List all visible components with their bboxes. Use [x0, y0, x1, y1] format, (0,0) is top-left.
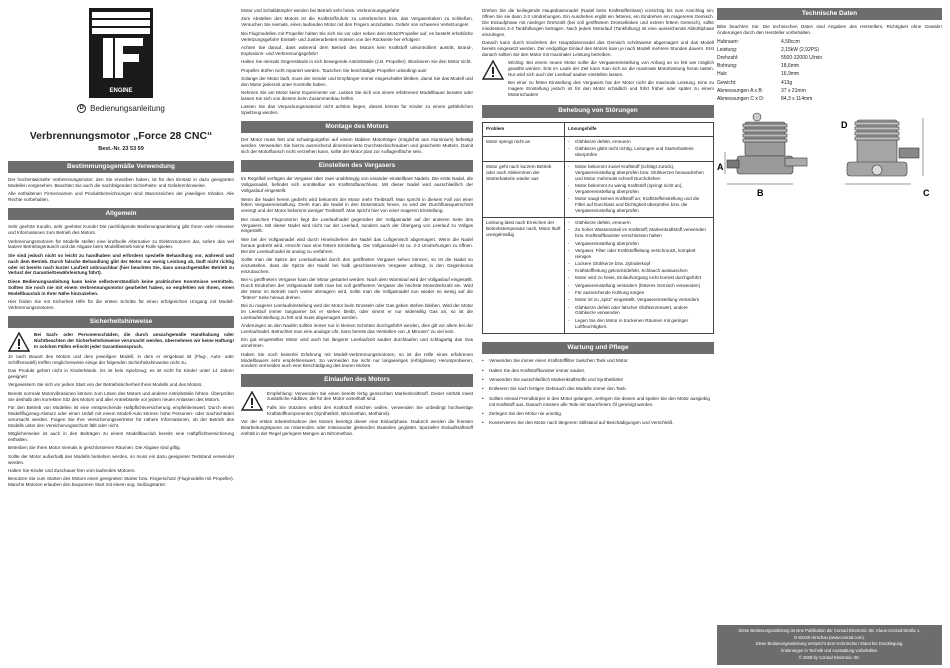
care-list [482, 358, 714, 426]
dim-label-c: C [923, 188, 930, 199]
safety-cont-para: Halten Sie niemals Gegenstände in sich bewegende Antriebsteile (z.B. Propeller). Blockieren Sie den Motor nicht. [241, 59, 472, 65]
tech-row [717, 96, 942, 102]
solution-cell [565, 161, 714, 217]
break-in-cont-para: Danach kann durch Eindrehen der Hauptdüsennadel das Gemisch schrittweise abgemagert und das Modell bereits eingesetzt werden. Der endgültige Einlauf des Motors kann je nach Modell mehrere Stunden dauern. Erst danach sollten Sie den Motor mit maximaler Leistung betreiben. [482, 39, 714, 57]
general-tail: Hier finden Sie mit Sicherheit Hilfe für die ersten Schritte für einen erfolgreichen Umgang mit Modell-Verbrennungsmotoren. [8, 298, 234, 310]
safety-warning-text: Bei Sach- oder Personenschäden, die durch unsachgemäße Handhabung oder Nichtbeachten der Sicherheitshinweise verursacht werden, übernehmen wir keine Haftung! In solchen Fällen erlischt jeder Garantieanspruch. [34, 332, 234, 349]
warning-triangle-icon [482, 60, 504, 100]
general-bold-para: Diese Bedienungsanleitung kann keine selbstverständlich keine praktischen Kenntnisse vermitteln. Sollten Sie noch nie mit einem Verbrennungsmotor gearbeitet haben, so empfehlen wir Ihnen, einen Modellbauclub in Ihrer Nähe hinzuziehen. [8, 278, 234, 296]
list-item: • Verwenden Sie immer einen Kraftstofffilter zwischen Tank und Motor. [482, 358, 714, 364]
break-in-warn-text: Falls Sie trotzdem selbst den Kraftstoff mischen wollen, verwenden Sie unbedingt hochwertige Kraftstoffkomponenten (Synthetiköl, Nitromethan, Methanol). [267, 404, 473, 416]
tech-value: 16,9mm [781, 71, 800, 78]
tech-row [717, 63, 942, 69]
safety-para: Das Produkt gehört nicht in Kinderhände. Es ist kein Spielzeug; es ist nicht für Kinder unter 14 Jahren geeignet! [8, 368, 234, 380]
problem-cell: Leistung lässt nach Erreichen der Betriebstemperatur nach, Motor läuft unregelmäßig [483, 218, 565, 334]
warning-triangle-icon [8, 332, 30, 354]
safety-para: Möglicherweise ist auch in den Beiträgen zu einem Modellbauclub bereits eine Haftpflichtversicherung enthalten. [8, 431, 234, 442]
manual-label-line [8, 104, 234, 114]
break-in-para: Vor der ersten Inbetriebnahme des Motors benötigt dieser eine Einlaufphase. Dadurch werden die feinsten Bearbeitungsspuren an rotierenden oder miteinander gleitenden Bauteilen geglättet. Spezieller Einlaufkraftstoff enthält in der Regel geringere Mengen an Nitromethan. [241, 419, 473, 436]
solution-item: - Glühkerze defekt oder falscher Glühkerzenwert, andere Glühkerze verwenden [568, 305, 710, 317]
solution-item: - Kraftstoffleitung geknickt/defekt, Schlauch austauschen [568, 268, 710, 274]
list-item: • Konservieren Sie den Motor nach längerem Stillstand auf Beschädigungen und Verschleiß. [482, 420, 714, 426]
solution-item: - Für ausreichende Kühlung sorgen [568, 290, 710, 296]
order-number: Best.-Nr. 23 53 59 [98, 145, 144, 152]
mounting-para: Der Motor muss fest und schwingungsfrei auf einem stabilen Motorträger (möglichst aus Aluminium) befestigt werden. Verwenden Sie hierzu ausreichend dimensionierte Durchsteckschrauben und gesicherte Muttern. Damit sich der Motorflansch nicht verziehen kann, sollte der Motor plan zur Auflagenfläche sein. [241, 137, 473, 155]
list-item: • Entleeren Sie nach fertigen Gebrauch des Modells immer den Tank. [482, 386, 714, 392]
dim-label-d: D [841, 120, 848, 131]
tech-intro: Bitte beachten Sie: Die technischen Daten sind Angaben des Herstellers, Richtigkeit ohne Gewähr! Änderungen durch den Hersteller vorbehalten. [717, 24, 942, 36]
footer-line: Diese Bedienungsanleitung ist eine Publikation der Conrad Electronic SE, Klaus-Conrad-Straße 1, [738, 628, 921, 633]
carb-para: Bei zu magerer Leerlaufeinstellung wird der Motor beim Drosseln oder Gas geben stehen bleiben. Wird der Motor im Leerlauf immer langsamer bis er stehen bleibt, oder nimmt er nur widerwillig Gas an, so ist die Leerlaufeinstellung zu fett und muss abgemagert werden. [241, 303, 473, 320]
country-code: D [77, 104, 86, 113]
tech-row [717, 55, 942, 61]
heading-break-in: Einlaufen des Motors [241, 374, 473, 386]
safety-warning [8, 332, 234, 354]
carb-para: Haben Sie noch keinerlei Erfahrung mit Modell-Verbrennungsmotoren, so ist die Hilfe eines erfahrenen Modellbauers sehr empfehlenswert. So vermeiden Sie nicht nur langwieriges (erfolgloses) Herumprobieren, sondern vermeiden auch eine Beschädigung des teuren Motors. [241, 351, 473, 369]
page-title: Verbrennungsmotor „Force 28 CNC“ [29, 130, 213, 143]
solution-item: - Lockere Glühkerze bzw. Zylinderkopf [568, 261, 710, 267]
tech-value: 37 x 21mm [781, 87, 806, 94]
tech-key: Abmessungen A x B: [717, 87, 764, 94]
solution-item: - Motor bekommt zu wenig Kraftstoff (springt nicht an), Vergasereinstellung überprüfen [568, 183, 710, 195]
safety-cont-para: Motor und Schalldämpfer werden bei Betrieb sehr heiss. Verbrennungsgefahr! [241, 8, 400, 13]
tech-value: 2,15kW (2,92PS) [781, 46, 820, 53]
important-text: Bei einer zu fetten Einstellung des Vergasers hat der Motor nicht die maximale Leistung. Eine zu magere Einstellung jedoch ist für den Motor schädlich und führt früher oder später zu einem Motorschaden! [508, 80, 714, 97]
solution-item: - Motor wird zu heiss, Einlaufvorgang nicht korrekt durchgeführt [568, 275, 710, 281]
safety-para: Halten Sie Kinder und Zuschauer fern vom laufenden Motoren. [8, 467, 136, 473]
carb-para: Wenn die Nadel herein gedreht wird bekommt der Motor mehr Treibstoff. Man spricht in diesem Fall von einer fetten Vergasereinstellung. Dreht man die Nadel in den Düsenstock hinein, so wird der Durchflussquerschnitt verengt und der Motor bekommt weniger Treibstoff. Man spricht hier von einer mageren Einstellung. [241, 196, 473, 214]
tech-key: Abmessungen C x D: [717, 95, 765, 102]
carb-para: Änderungen an den Nadeln sollten immer nur in kleinen Schritten durchgeführt werden, dies gilt vor allem bei der Leerlaufnadel. Betrachtet man eine analoge Uhr, kann bereits das Verstellen von „5 Minuten“ zu viel sein. [241, 323, 473, 334]
manual-label: Bedienungsanleitung [90, 104, 165, 113]
solution-item: - Legen Sie den Motor in trockenen Räumen mit geringer Luftfeuchtigkeit. [568, 318, 710, 330]
heading-intended-use: Bestimmungsgemäße Verwendung [8, 161, 234, 173]
safety-para: Betreiben Sie Ihren Motor niemals in geschlossenen Räumen. Die Abgase sind giftig. [8, 445, 181, 451]
tech-key: Gewicht: [717, 79, 737, 86]
tech-value: 18,6mm [781, 63, 800, 70]
break-in-cont-para: Drehen Sie die beiliegende Hauptdüsennadel (Nadel beim Kraftstoffeinlass) vorsichtig bis zum Anschlag ein; öffnen Sie sie dann 2-3 Umdrehungen. Ein Ausdrehen ergibt ein fetteres, ein Eindrehen ein magereres Gemisch. Die Einlaufphase mit niedriger Drehzahl (bei voll geöffnetem Drosselküken und extrem fettem Gemisch), sollte mindestens 2-4 Tankfüllungen betragen. Nach jedem Motorlauf (Tankfüllung) ist eine ausreichende Abkühlphase einzulegen. [482, 8, 714, 37]
column-4 [717, 8, 942, 668]
safety-para: Sollte der Motor außerhalb des Modells betrieben werden, so muss ein dazu geeigneter Teststand verwendet werden. [8, 453, 234, 465]
heading-safety: Sicherheitshinweise [8, 316, 234, 328]
list-item: • Sollten einmal Fremdkörper in den Motor gelangen, zerlegen Sie diesen und spülen Sie den Motor ausgiebig mit Kraftstoff aus. Danach müssen alle Teile mit säurefreiem Öl gereinigt werden. [482, 396, 714, 408]
tech-value: 4,58ccm [781, 38, 800, 45]
logo-brand: ENGINE [109, 88, 133, 94]
tech-key: Bohrung: [717, 63, 738, 70]
solution-item: - Zu hoher Wasseranteil im Kraftstoff; Markenkraftstoff verwenden bzw. Kraftstoffkanister verschlossen halten [568, 227, 710, 239]
solution-item: - Glühkerze defekt, erneuern [568, 220, 710, 226]
solution-item: - Vergaser, Filter oder Kraftstoffleitung verschmutzt, komplett reinigen [568, 248, 710, 260]
heading-mounting: Montage des Motors [241, 121, 473, 133]
safety-cont-para: Propeller dürfen nicht repariert werden. Tauschen Sie beschädigte Propeller unbedingt aus! [241, 67, 427, 73]
carb-para: Bei manchen Flugmotoren liegt die Leerlaufnadel gegenüber der Vollgasnadel auf der anderen Seite des Vergasers. Mit dieser Nadel wird nicht nur der Leerlauf, sondern auch der Übergang von Leerlauf zu Vollgas eingestellt. [241, 216, 473, 234]
engine-side-view [727, 113, 807, 174]
table-row [483, 161, 714, 217]
safety-para: Bereits normale Motorvibrationen können zum Lösen des Motors und anderer Antriebsteile führen. Überprüfen Sie deshalb den korrekten Sitz des Motors und aller Antriebsteile vor jedem neuen Anlassen des Motors. [8, 390, 234, 402]
safety-cont-para: Solange der Motor läuft, muss der Sender und Empfänger immer eingeschaltet bleiben, damit Sie das Modell und den Motor jederzeit unter Kontrolle haben. [241, 75, 473, 87]
list-item: • Halten Sie den Kraftstoffkanister immer sauber. [482, 368, 714, 374]
table-row [483, 136, 714, 161]
solution-item: - Glühkerze defekt, erneuern [568, 139, 710, 145]
carb-para: Sollte man die Spitze der Leerlaufnadel durch den geöffneten Vergaser sehen können, so ist die Nadel so einzustellen, dass die Spitze der Nadel bei halb geschlossenem Vergaser anfängt, in den Gegenkonus einzutauchen. [241, 256, 473, 274]
column-2 [241, 8, 473, 439]
warning-triangle-icon [241, 391, 263, 420]
tech-value: 413g [781, 79, 793, 86]
solution-item: - Motor bekommt zuviel Kraftstoff (schlägt zurück), Vergasereinstellung überprüfen bzw. Glühkerzen herausdrehen und Motor mehrmals schnell Durchdrehen [568, 164, 710, 182]
safety-para: Vergewissern Sie sich vor jedem Start von der Betriebssicherheit Ihres Modells und des Motors. [8, 382, 203, 388]
break-in-important [482, 60, 714, 100]
tech-row [717, 39, 942, 45]
footer-line: Änderungen in Technik und Ausstattung vorbehalten. [780, 648, 879, 654]
solution-item: - Vergasereinstellung überprüfen [568, 241, 710, 247]
carb-para: Wie bei der Vollgasnadel wird durch Hineindrehen der Nadel das Luftgemisch abgemagert. Wenn die Nadel heraus gedreht wird, erreicht man eine fettere Einstellung. Die Vollgasnadel ist ca. 2-3 Umdrehungen zu öffnen. Bei der Leerlaufnadel ist analog zu verfahren. [241, 236, 473, 254]
table-row [483, 218, 714, 334]
break-in-warn-text: Empfehlung: Verwenden Sie einen bereits fertig gemischten Markenkraftstoff. Dieser enthält meist zusätzliche Additive, die für den Motor vorteilhaft sind. [267, 390, 473, 402]
engine-front-view [847, 120, 919, 176]
solution-item: - Glühkerze glüht nicht richtig, Leitungen und Starterbatterie überprüfen [568, 146, 710, 158]
tech-key: Hubraum: [717, 38, 739, 45]
tech-row [717, 88, 942, 94]
safety-cont-para: Achten Sie darauf, dass während dem Betrieb des Motors kein Kraftstoff unkontrolliert austritt, Brand-, Explosions- und Verbrennungsgefahr! [241, 44, 473, 56]
solution-item: - Vergasereinstellung verändern (fetteres Gemisch verwenden) [568, 283, 710, 289]
problem-cell: Motor springt nicht an [483, 136, 565, 161]
tech-row [717, 71, 942, 77]
important-text: Wichtig: Bei einem neuen Motor sollte die Vergasereinstellung von Anfang an so fett wie möglich gewählt werden. Erst im Laufe der Zeit kann man sich an die maximale Motorleistung heran tasten. Nur wird sich auch der Leerlauf sauber einstellen lassen. [508, 60, 714, 77]
general-para: Verbrennungsmotoren für Modelle stellen eine kraftvolle Alternative zu Elektromotoren dar, sofern das viel lautere Betriebsgeräusch und die Abgase beim Modellbetrieb keine Rolle spielen. [8, 238, 234, 250]
general-bold-para: Sie sind jedoch nicht so leicht zu handhaben und erfordern spezielle Behandlung vor, während und nach dem Betrieb. Durch falsche Behandlung gibt der Motor nur wenig Leistung ab, läuft nicht richtig oder ist bereits nach kurzer Laufzeit unbrauchbar (hier beachten Sie, dass unsachgemäßer Betrieb zu Verlust der Garantie/Gewährleistung führt). [8, 252, 234, 276]
list-item: • Zerlegen Sie den Motor nie unnötig. [482, 411, 714, 417]
carb-para: Im Regelfall verfügen die Vergaser über zwei unabhängig von einander einstellbare Nadeln. Die erste Nadel, die Vollgasnadel, befindet sich unmittelbar am Kraftstoffanschluss. Mit dieser Nadel wird ausschließlich der Vollgaslauf eingestellt. [241, 176, 473, 194]
heading-tech: Technische Daten [717, 8, 942, 20]
engine-drawing [717, 112, 942, 202]
safety-cont-para: Lassen Sie das Verpackungsmaterial nicht achtlos liegen, dieses könnte für Kinder zu einem gefährlichen Spielzeug werden. [241, 104, 473, 116]
carb-para: Bei ¼ geöffnetem Vergaser kann der Motor gestartet werden. Nach dem Warmlauf wird der Vollgaslauf eingestellt. Durch Eindrehen der Vollgasnadel stellt man bei voll geöffnetem Vergaser die höchste Motordrehzahl ein. Wird der Motor im Betrieb nach weiter abmagern wird, sollte man die Vollgasnadel nun wieder so wenig auf die "fettere" Seite heraus drehen. [241, 277, 473, 300]
solution-item: - Motor ist zu „spitz“ eingestellt, Vergasereinstellung verändern [568, 297, 710, 303]
column-3 [482, 8, 714, 430]
break-in-warning [241, 391, 473, 420]
intended-use-para: Alle enthaltenen Firmennamen und Produktbezeichnungen sind Warenzeichen der jeweiligen Inhaber. Alle Rechte vorbehalten. [8, 191, 234, 203]
safety-para: Für den Betrieb von Modellen ist eine entsprechende Haftpflichtversicherung empfehlenswert. Durch einen Modellflugzeug-Absturz oder einen Unfall mit einem Modell-Auto können hohe Personen- oder Sachschäden verursacht werden. Fragen Sie Ihre Versicherungsvertreter für nähere Informationen, ob der Betrieb des Modells unter den Versicherungsschutz fällt oder nicht. [8, 405, 234, 428]
trouble-table [482, 122, 714, 334]
tech-value: 84,3 x 114mm [781, 95, 813, 102]
tech-key: Leistung: [717, 46, 738, 53]
engine-logo [89, 8, 153, 98]
problem-cell: Motor geht nach kurzem Betrieb oder nach Abklemmen der Starterbatterie wieder aus [483, 161, 565, 217]
footer-line: © 2009 by Conrad Electronic SE. [798, 654, 861, 660]
column-1 [8, 8, 234, 491]
solution-cell [565, 136, 714, 161]
tech-key: Hub: [717, 71, 728, 78]
safety-cont-para: Nehmen Sie am Motor keine Experimente vor. Lassen Sie sich von einem erfahrenen Modellbauer beraten oder lassen Sie sich von diesem beim Zusammenbau helfen. [241, 90, 473, 101]
solution-cell [565, 218, 714, 334]
heading-care: Wartung und Pflege [482, 342, 714, 354]
safety-cont-para: Bei Flugmodellen mit Propeller halten Sie sich nie vor oder neben dem Motor/Propeller auf, es besteht erhebliche Verletzungsgefahr! Einstell- und Justierarbeiten müssen von der Rückseite her erfolgen! [241, 30, 473, 42]
tech-row [717, 47, 942, 53]
solution-item: - Motor saugt keinen Kraftstoff an; Kraftstoffeinstellung und die Filter auf Durchlass und Dichtigkeit überprüfen bzw. die Vergasereinstellung überprüfen [568, 196, 710, 214]
heading-trouble: Behebung von Störungen [482, 105, 714, 117]
carb-para: Ein gut eingestellter Motor wird auch bei längerer Leerlaufzeit sauber durchlaufen und schlagartig das Gas annehmen. [241, 337, 473, 349]
heading-carb: Einstellen des Vergasers [241, 160, 473, 172]
safety-cont-para: Zum Abstellen des Motors ist die Kraftstoffzufuhr zu unterbrechen bzw. das Vergaserküken zu schließen. Versuchen Sie niemals, einen laufenden Motor mit den Fingern anzuhalten. Gefahr von schweren Verletzungen! [241, 16, 473, 28]
footer-line: D-92240 Hirschau (www.conrad.com). [794, 634, 865, 640]
dim-label-b: B [757, 188, 764, 199]
table-header-row [483, 122, 714, 136]
list-item: • Verwenden Sie ausschließlich Markenkraftstoffe und Synthetiköle! [482, 377, 714, 383]
footer-line: Diese Bedienungsanleitung entspricht dem technischen Stand bei Drucklegung. [755, 641, 904, 647]
tech-value: 5500-32000 U/min [781, 54, 823, 61]
intended-use-para: Der hochentwickelte Verbrennungsmotor, den Sie erworben haben, ist für den Einsatz in dazu geeigneten Modellen vorgesehen. Beachten Sie auch die nachfolgenden Sicherheits- und Gefahrenhinweise. [8, 177, 234, 188]
footer [717, 625, 942, 665]
tech-key: Drehzahl: [717, 54, 739, 61]
col-solution: Lösungshilfe [565, 122, 714, 136]
tech-row [717, 80, 942, 86]
safety-para: Benutzen Sie zum Starten des Motors einen geeigneten Starter bzw. Fingerschutz (Flugmodelle mit Propeller). Manche Motoren erlauben den bequemen Start mit einem sog. Seilzugstarter. [8, 476, 234, 488]
heading-general: Allgemein [8, 208, 234, 220]
safety-para: Je nach Bauart des Motors und dem jeweiligen Modell, in dem er eingebaut ist (Flug-, Auto- oder Schiffsmodell) treffen möglicherweise einige der folgenden Sicherheitshinweise nicht zu. [8, 353, 234, 365]
general-para: Sehr geehrte Kundin, sehr geehrter Kunde! Die nachfolgende Bedienungsanleitung gibt Ihnen viele Hinweise und Informationen zum Betrieb des Motors. [8, 224, 234, 236]
col-problem: Problem [483, 122, 565, 136]
logo-icon [89, 8, 153, 98]
dim-label-a: A [717, 162, 724, 173]
